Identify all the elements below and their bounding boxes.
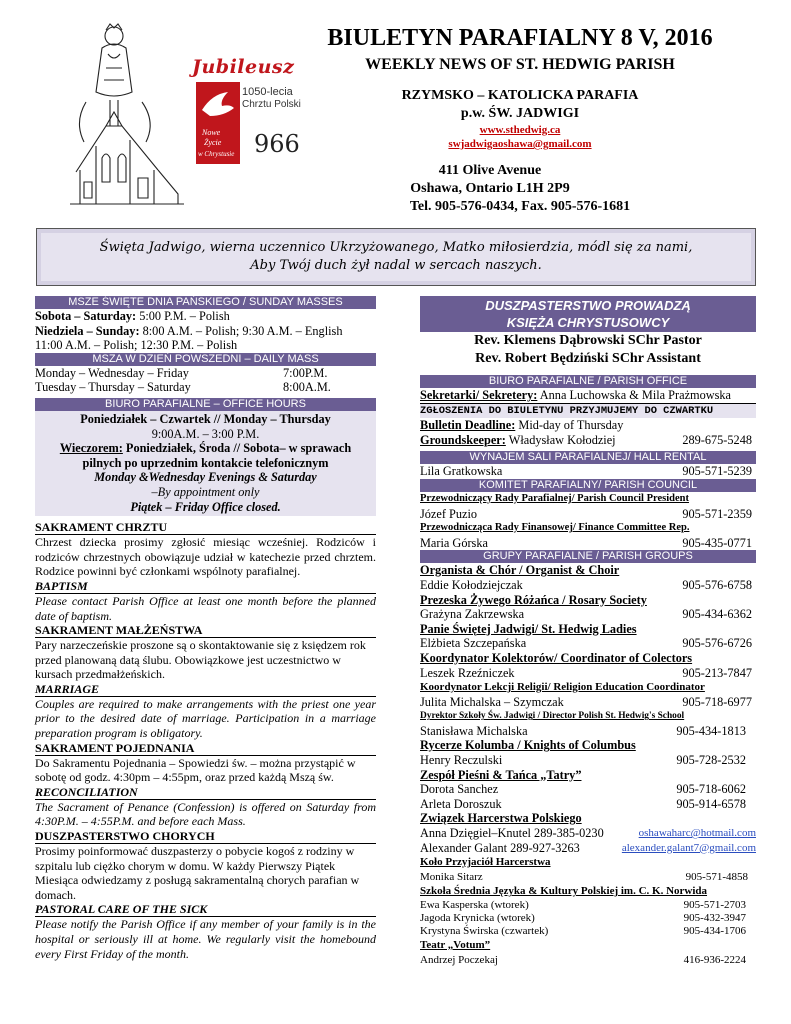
finance-rep-phone: 905-435-0771	[682, 535, 752, 550]
group-knights-head: Rycerze Kolumba / Knights of Columbus	[420, 738, 636, 753]
bulletin-title: BIULETYN PARAFIALNY 8 V, 2016	[327, 25, 713, 51]
group-choir-row	[420, 578, 756, 593]
sunday-masses-bar: MSZE ŚWIĘTE DNIA PAŃSKIEGO / SUNDAY MASSES	[35, 296, 376, 309]
council-president-name: Józef Puzio	[420, 506, 478, 521]
group-tatry-row2	[420, 797, 756, 812]
group-scouts-mail1[interactable]: oshawaharc@hotmail.com	[638, 827, 756, 840]
group-scouts-name2: Alexander Galant 289-927-3263	[420, 840, 580, 855]
section-baptism-pl-text: Chrzest dziecka prosimy zgłosić miesiąc wcześniej. Rodziców i rodziców chrzestnych obowiązuje udział w katechezie przed chrztem. Rodzice powinni być członkami wspólnoty parafialnej.	[35, 535, 376, 579]
group-norwid-head: Szkoła Średnia Języka & Kultury Polskiej im. C. K. Norwida	[420, 885, 708, 898]
group-tatry-name2: Arleta Doroszuk	[420, 796, 502, 811]
section-sick-en-text: Please notify the Parish Office if any member of your family is in the hospital or seriously ill at home. We regularly visit the homebound every First Friday of the month.	[35, 917, 376, 961]
clergy-bar-line1: DUSZPASTERSTWO PROWADZĄ	[485, 298, 691, 313]
group-scouts-row1	[420, 826, 756, 841]
group-votum-row	[420, 953, 756, 968]
section-marriage-pl-text: Pary narzeczeńskie proszone są o skontaktowanie się z księdzem rok przed planowaną datą ślubu. Obowiązkowe jest uczestnictwo w kursach przedmałżeńskich.	[35, 638, 366, 682]
group-collectors-row	[420, 666, 756, 681]
group-school-phone: 905-434-1813	[676, 723, 746, 738]
group-norwid-phone3: 905-434-1706	[683, 925, 746, 937]
council-president-head: Przewodniczący Rady Parafialnej/ Parish Council President	[420, 492, 689, 504]
group-scouts-head: Związek Harcerstwa Polskiego	[420, 811, 582, 826]
clergy-bar	[420, 296, 756, 332]
group-religion-head: Koordynator Lekcji Religii/ Religion Education Coordinator	[420, 681, 705, 694]
group-scout-friends-phone: 905-571-4858	[685, 870, 748, 883]
daily-mass-row2	[35, 380, 376, 395]
email-link[interactable]: swjadwigaoshawa@gmail.com	[448, 138, 592, 150]
jubilee-badge2: Życie	[204, 138, 222, 147]
finance-rep-head: Przewodnicząca Rady Finansowej/ Finance Committee Rep.	[420, 522, 690, 534]
office-hours-line4: pilnych po uprzednim kontakcie telefonicznym	[82, 455, 329, 470]
group-school-row	[420, 724, 756, 739]
section-sick-pl-text: Prosimy poinformować duszpasterzy o pobycie kogoś z rodziny w szpitalu lub ciężko chorym w domu. W każdy Pierwszy Piątek Miesiąca odwiedzamy z posługą sakramentalną chorych parafian w domach.	[35, 844, 360, 902]
group-tatry-phone2: 905-914-6578	[676, 796, 746, 811]
section-reconciliation-en-text: The Sacrament of Penance (Confession) is offered on Saturday from 4:30P.M. – 4:55P.M. and before each Mass.	[35, 799, 376, 829]
jubilee-line1: 1050-lecia	[242, 86, 293, 98]
group-norwid-name2: Jagoda Krynicka (wtorek)	[420, 912, 535, 924]
group-knights-row	[420, 753, 756, 768]
group-religion-row	[420, 695, 756, 710]
dove-icon	[198, 86, 238, 126]
group-collectors-head: Koordynator Kolektorów/ Coordinator of Colectors	[420, 650, 693, 665]
group-scouts-mail2[interactable]: alexander.galant7@gmail.com	[621, 841, 756, 854]
prayer-line2: Aby Twój duch żył nadal w sercach naszych.	[250, 258, 542, 273]
group-rosary-phone: 905-434-6362	[682, 607, 752, 622]
group-religion-name: Julita Michalska – Szymczak	[420, 694, 564, 709]
finance-rep-row	[420, 536, 756, 551]
prayer-box	[36, 228, 756, 286]
deadline-row	[420, 418, 756, 433]
section-baptism-en-head: BAPTISM	[35, 579, 376, 594]
section-marriage-pl-head: SAKRAMENT MAŁŻEŃSTWA	[35, 623, 376, 638]
parish-groups-bar: GRUPY PARAFIALNE / PARISH GROUPS	[420, 550, 756, 563]
group-religion-phone: 905-718-6977	[682, 694, 752, 709]
secretaries-value: Anna Luchowska & Mila Prażmowska	[537, 388, 732, 402]
section-reconciliation-pl-head: SAKRAMENT POJEDNANIA	[35, 741, 376, 756]
jubilee-logo	[192, 56, 304, 164]
office-hours-line2: 9:00A.M. – 3:00 P.M.	[151, 426, 260, 441]
hall-rental-name: Lila Gratkowska	[420, 464, 503, 479]
group-ladies-phone: 905-576-6726	[682, 636, 752, 651]
deadline-value: Mid-day of Thursday	[515, 418, 624, 433]
daily1-time: 7:00P.M.	[283, 365, 328, 380]
website-link[interactable]: www.sthedwig.ca	[479, 124, 561, 136]
saturday-mass	[35, 309, 376, 324]
address-line1: 411 Olive Avenue	[438, 163, 542, 178]
sunday-mass	[35, 324, 376, 339]
group-tatry-row1	[420, 782, 756, 797]
hall-rental-row	[420, 464, 756, 479]
bulletin-notice: ZGŁOSZENIA DO BIULETYNU PRZYJMUJEMY DO CZWARTKU	[420, 404, 756, 419]
daily2-label: Tuesday – Thursday – Saturday	[35, 380, 191, 395]
jubilee-badge3: w Chrystusie	[198, 150, 235, 158]
group-choir-name: Eddie Kołodziejczak	[420, 577, 523, 592]
group-ladies-row	[420, 636, 756, 651]
group-norwid-name1: Ewa Kasperska (wtorek)	[420, 899, 529, 911]
groundskeeper-label: Groundskeeper:	[420, 432, 506, 447]
hall-rental-phone: 905-571-5239	[682, 464, 752, 479]
deadline-label: Bulletin Deadline:	[420, 418, 516, 433]
daily-mass-bar: MSZA W DZIEŃ POWSZEDNI – DAILY MASS	[35, 353, 376, 366]
section-reconciliation-pl-text: Do Sakramentu Pojednania – Spowiedzi św. – można przystąpić w sobotę od godz. 4:30pm – 4:55pm, oraz przed każdą Mszą św.	[35, 755, 356, 785]
group-votum-phone: 416-936-2224	[683, 953, 746, 966]
council-president-row	[420, 507, 756, 522]
church-drawing	[66, 22, 188, 208]
clergy-bar-line2: KSIĘŻA CHRYSTUSOWCY	[506, 315, 670, 330]
section-marriage-en-head: MARRIAGE	[35, 682, 376, 697]
section-sick-en-head: PASTORAL CARE OF THE SICK	[35, 902, 376, 917]
website-line	[330, 124, 710, 136]
church-name-line1: RZYMSKO – KATOLICKA PARAFIA	[401, 88, 639, 103]
office-hours-line7: Piątek – Friday Office closed.	[130, 499, 281, 514]
finance-rep-name: Maria Górska	[420, 535, 488, 550]
jubilee-title: Jubileusz	[192, 56, 295, 78]
office-hours-bar: BIURO PARAFIALNE – OFFICE HOURS	[35, 398, 376, 411]
hall-rental-bar: WYNAJEM SALI PARAFIALNEJ/ HALL RENTAL	[420, 451, 756, 464]
groundskeeper-phone: 289-675-5248	[682, 432, 752, 447]
council-president-phone: 905-571-2359	[682, 506, 752, 521]
group-norwid-phone2: 905-432-3947	[683, 912, 746, 924]
group-votum-head: Teatr „Votum”	[420, 939, 491, 951]
parish-council-bar: KOMITET PARAFIALNY/ PARISH COUNCIL	[420, 479, 756, 492]
section-baptism-en-text: Please contact Parish Office at least one month before the planned date of baptism.	[35, 593, 376, 623]
group-rosary-name: Grażyna Zakrzewska	[420, 607, 525, 622]
office-hours-line1: Poniedziałek – Czwartek // Monday – Thursday	[80, 411, 331, 426]
group-scout-friends-head: Koło Przyjaciół Harcerstwa	[420, 856, 551, 869]
groundskeeper-row	[420, 433, 756, 448]
group-votum-name: Andrzej Poczekaj	[420, 953, 498, 966]
section-reconciliation-en-head: RECONCILIATION	[35, 785, 376, 800]
group-rosary-row	[420, 607, 756, 622]
section-marriage-en-text: Couples are required to make arrangements with the priest one year prior to the desired date of marriage. Participation in a marriage preparation program is obligatory.	[35, 696, 376, 741]
group-school-head: Dyrektor Szkoły Św. Jadwigi / Director Polish St. Hedwig's School	[420, 711, 685, 722]
group-tatry-name1: Dorota Sanchez	[420, 782, 499, 797]
office-hours-line5: Monday &Wednesday Evenings & Saturday	[94, 470, 317, 485]
group-norwid-row3	[420, 925, 756, 938]
section-sick-pl-head: DUSZPASTERSTWO CHORYCH	[35, 829, 376, 844]
group-tatry-phone1: 905-718-6062	[676, 782, 746, 797]
group-scout-friends-row	[420, 870, 756, 885]
sunday-mass-line2: 11:00 A.M. – Polish; 12:30 P.M. – Polish	[35, 338, 238, 353]
parish-office-bar: BIURO PARAFIALNE / PARISH OFFICE	[420, 375, 756, 388]
group-ladies-head: Panie Świętej Jadwigi/ St. Hedwig Ladies	[420, 621, 637, 636]
group-school-name: Stanisława Michalska	[420, 723, 528, 738]
group-collectors-phone: 905-213-7847	[682, 665, 752, 680]
left-column	[35, 296, 376, 961]
email-line	[330, 138, 710, 150]
group-norwid-row2	[420, 912, 756, 925]
section-baptism-pl-head: SAKRAMENT CHRZTU	[35, 520, 376, 535]
groundskeeper-value: Władysław Kołodziej	[505, 432, 616, 447]
office-hours-line6: –By appointment only	[151, 484, 260, 499]
evenings-text: Poniedziałek, Środa // Sobota– w sprawach	[122, 441, 352, 456]
group-rosary-head: Prezeska Żywego Różańca / Rosary Society	[420, 592, 647, 607]
secretaries-row	[420, 388, 756, 404]
office-hours-line3	[35, 441, 376, 456]
office-hours-box	[35, 411, 376, 516]
group-scouts-row2	[420, 841, 756, 856]
group-choir-head: Organista & Chór / Organist & Choir	[420, 563, 620, 578]
group-tatry-head: Zespół Pieśni & Tańca „Tatry”	[420, 767, 582, 782]
saturday-value: 5:00 P.M. – Polish	[136, 309, 230, 323]
group-scouts-name1: Anna Dzięgiel–Knutel 289-385-0230	[420, 826, 604, 841]
group-ladies-name: Elżbieta Szczepańska	[420, 636, 527, 651]
bulletin-subtitle: WEEKLY NEWS OF ST. HEDWIG PARISH	[365, 56, 675, 73]
prayer-line1: Święta Jadwigo, wierna uczennico Ukrzyżowanego, Matko miłosierdzia, módl się za nami,	[99, 240, 693, 255]
phone-line: Tel. 905-576-0434, Fax. 905-576-1681	[409, 199, 631, 214]
group-norwid-phone1: 905-571-2703	[683, 899, 746, 911]
secretaries-label: Sekretarki/ Sekretery:	[420, 388, 538, 402]
group-norwid-name3: Krystyna Świrska (czwartek)	[420, 925, 549, 937]
jubilee-line2: Chrztu Polski	[242, 99, 301, 110]
group-choir-phone: 905-576-6758	[682, 577, 752, 592]
jubilee-badge1: Nowe	[202, 128, 221, 137]
saturday-label: Sobota – Saturday:	[35, 309, 137, 323]
address-line2: Oshawa, Ontario L1H 2P9	[410, 181, 570, 196]
group-norwid-row1	[420, 899, 756, 912]
group-scout-friends-name: Monika Sitarz	[420, 870, 483, 883]
evenings-label: Wieczorem:	[59, 441, 123, 456]
daily-mass-row1	[35, 366, 376, 381]
group-collectors-name: Leszek Rzeźniczek	[420, 665, 515, 680]
right-column	[420, 296, 756, 967]
assistant: Rev. Robert Będziński SChr Assistant	[475, 351, 701, 366]
jubilee-year: 966	[254, 130, 300, 158]
daily1-label: Monday – Wednesday – Friday	[35, 365, 189, 380]
sunday-value: 8:00 A.M. – Polish; 9:30 A.M. – English	[139, 323, 343, 338]
group-knights-name: Henry Reczulski	[420, 753, 503, 768]
church-name-line2: p.w. ŚW. JADWIGI	[460, 106, 580, 121]
pastor: Rev. Klemens Dąbrowski SChr Pastor	[474, 333, 702, 348]
sunday-label: Niedziela – Sunday:	[35, 323, 140, 338]
daily2-time: 8:00A.M.	[283, 380, 331, 395]
group-knights-phone: 905-728-2532	[676, 753, 746, 768]
